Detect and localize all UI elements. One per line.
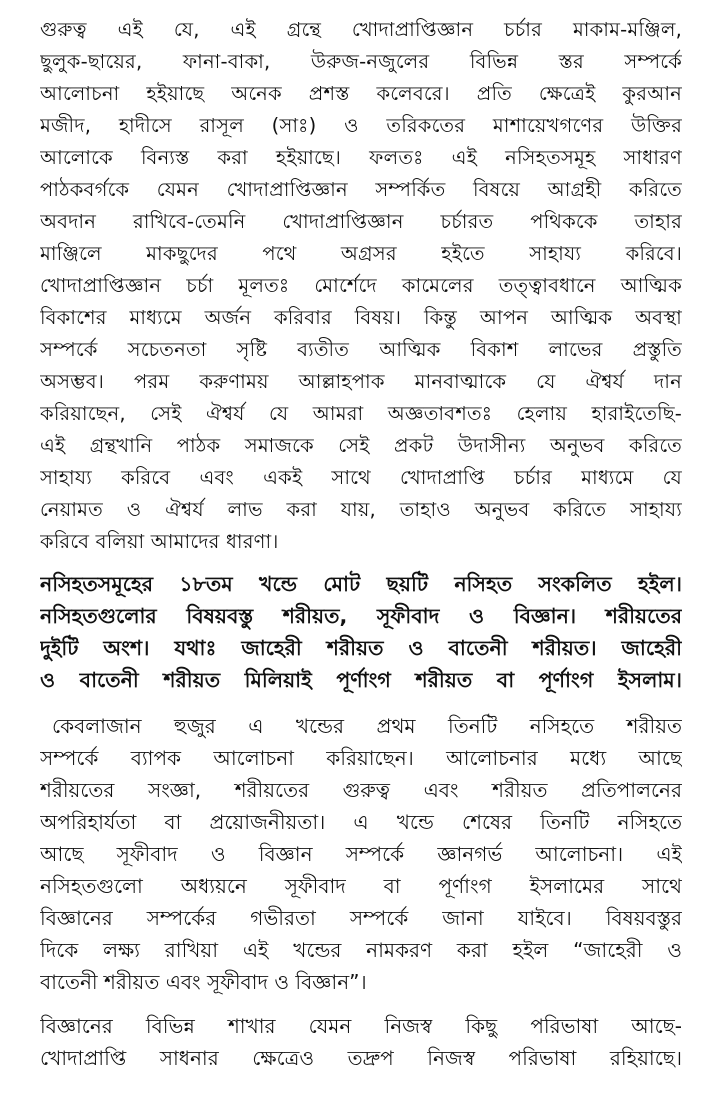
text-line: বিজ্ঞানের বিভিন্ন শাখার যেমন নিজস্ব কিছু পরিভাষা আছে- — [40, 1014, 682, 1038]
text-line: দিকে লক্ষ্য রাখিয়া এই খন্ডের নামকরণ করা হইল “জাহেরী ও — [40, 938, 682, 962]
text-line: এই গ্রন্থখানি পাঠক সমাজকে সেই প্রকট উদাসীন্য অনুভব করিতে — [40, 434, 682, 457]
text-line: বাতেনী শরীয়ত এবং সূফীবাদ ও বিজ্ঞান”। — [40, 970, 367, 994]
text-line: আছে সূফীবাদ ও বিজ্ঞান সম্পর্কে জ্ঞানগর্ভ আলোচনা। এই — [40, 842, 682, 866]
text-line: নসিহতসমূহের ১৮তম খন্ডে মোট ছয়টি নসিহত সংকলিত হইল। — [40, 572, 682, 596]
text-line: দুইটি অংশ। যথাঃ জাহেরী শরীয়ত ও বাতেনী শরীয়ত। জাহেরী — [40, 636, 682, 660]
text-line: খোদাপ্রাপ্তি সাধনার ক্ষেত্রেও তদ্রুপ নিজস্ব পরিভাষা রহিয়াছে। — [40, 1046, 682, 1070]
text-line: খোদাপ্রাপ্তিজ্ঞান চর্চা মূলতঃ মোর্শেদে কামেলের তত্ত্বাবধানে আত্মিক — [40, 274, 682, 297]
text-line: নসিহতগুলোর বিষয়বস্তু শরীয়ত, সূফীবাদ ও বিজ্ঞান। শরীয়তের — [40, 604, 682, 628]
text-line: সম্পর্কে ব্যাপক আলোচনা করিয়াছেন। আলোচনার মধ্যে আছে — [40, 746, 682, 770]
text-line: শরীয়তের সংজ্ঞা, শরীয়তের গুরুত্ব এবং শরীয়ত প্রতিপালনের — [40, 778, 682, 802]
text-line: নেয়ামত ও ঐশ্বর্য লাভ করা যায়, তাহাও অনুভব করিতে সাহায্য — [40, 498, 682, 521]
text-line: সম্পর্কে সচেতনতা সৃষ্টি ব্যতীত আত্মিক বিকাশ লাভের প্রস্তুতি — [40, 338, 682, 361]
paragraph-volume-summary — [40, 568, 682, 696]
paragraph-content-description — [40, 710, 682, 998]
text-line: আলোকে বিন্যস্ত করা হইয়াছে। ফলতঃ এই নসিহতসমূহ সাধারণ — [40, 146, 682, 169]
text-line: কেবলাজান হুজুর এ খন্ডের প্রথম তিনটি নসিহতে শরীয়ত — [52, 714, 682, 738]
text-line: মাঞ্জিলে মাকছুদের পথে অগ্রসর হইতে সাহায্য করিবে। — [40, 242, 682, 265]
text-line: অপরিহার্যতা বা প্রয়োজনীয়তা। এ খন্ডে শেষের তিনটি নসিহতে — [40, 810, 682, 834]
text-line: ও বাতেনী শরীয়ত মিলিয়াই পূর্ণাংগ শরীয়ত বা পূর্ণাংগ ইসলাম। — [40, 668, 682, 692]
text-line: নসিহতগুলো অধ্যয়নে সূফীবাদ বা পূর্ণাংগ ইসলামের সাথে — [40, 874, 682, 898]
text-line: পাঠকবর্গকে যেমন খোদাপ্রাপ্তিজ্ঞান সম্পর্কিত বিষয়ে আগ্রহী করিতে — [40, 178, 682, 201]
text-line: আলোচনা হইয়াছে অনেক প্রশস্ত কলেবরে। প্রতি ক্ষেত্রেই কুরআন — [40, 82, 682, 105]
document-page — [40, 14, 682, 1074]
text-line: অসম্ভব। পরম করুণাময় আল্লাহপাক মানবাত্মাকে যে ঐশ্বর্য দান — [40, 370, 682, 393]
paragraph-terminology — [40, 1010, 682, 1074]
text-line: বিকাশের মাধ্যমে অর্জন করিবার বিষয়। কিন্তু আপন আত্মিক অবস্থা — [40, 306, 682, 329]
text-line: করিবে বলিয়া আমাদের ধারণা। — [40, 530, 279, 553]
text-line: বিজ্ঞানের সম্পর্কের গভীরতা সম্পর্কে জানা যাইবে। বিষয়বস্তুর — [40, 906, 682, 930]
text-line: গুরুত্ব এই যে, এই গ্রন্থে খোদাপ্রাপ্তিজ্ঞান চর্চার মাকাম-মঞ্জিল, — [40, 18, 682, 41]
text-line: মজীদ, হাদীসে রাসূল (সাঃ) ও তরিকতের মাশায়েখগণের উক্তির — [40, 114, 682, 137]
text-line: করিয়াছেন, সেই ঐশ্বর্য যে আমরা অজ্ঞতাবশতঃ হেলায় হারাইতেছি- — [40, 402, 682, 425]
paragraph-introduction — [40, 14, 682, 558]
text-line: ছুলুক-ছায়ের, ফানা-বাকা, উরুজ-নজুলের বিভিন্ন স্তর সম্পর্কে — [40, 50, 682, 73]
text-line: সাহায্য করিবে এবং একই সাথে খোদাপ্রাপ্তি চর্চার মাধ্যমে যে — [40, 466, 682, 489]
text-line: অবদান রাখিবে-তেমনি খোদাপ্রাপ্তিজ্ঞান চর্চারত পথিককে তাহার — [40, 210, 682, 233]
